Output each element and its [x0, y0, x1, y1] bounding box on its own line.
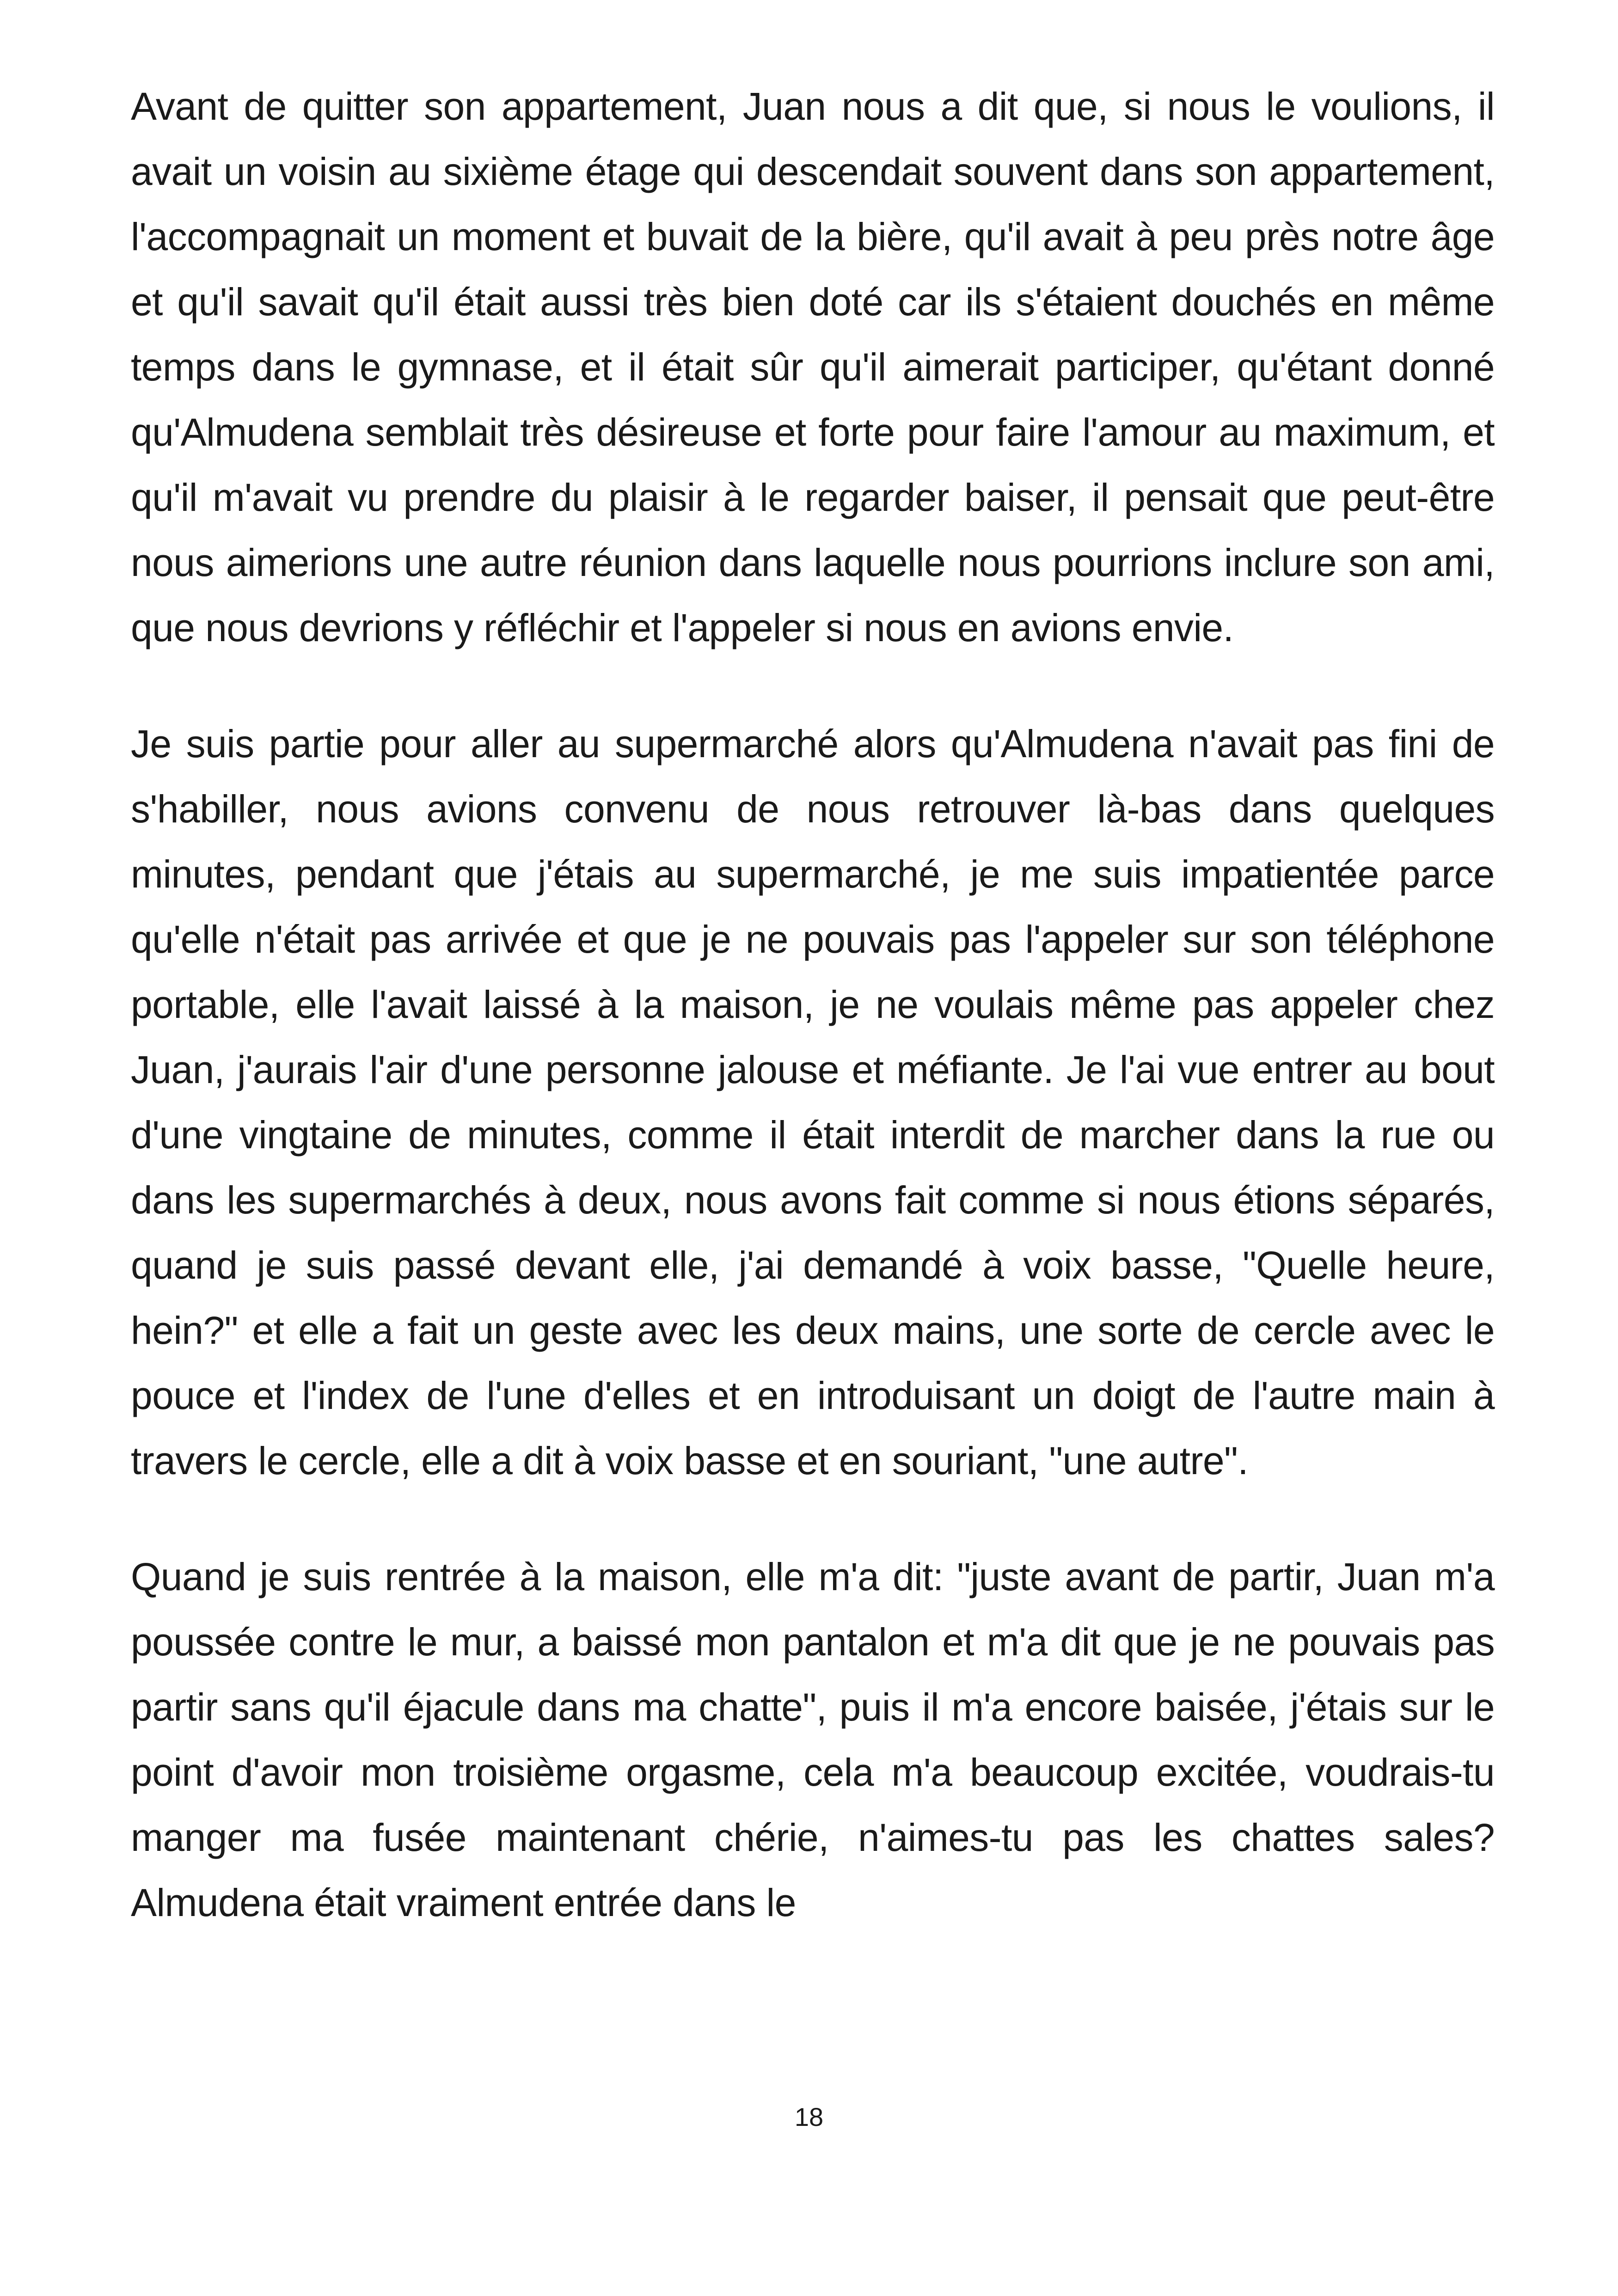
- paragraph-3: Quand je suis rentrée à la maison, elle m'a dit: "juste avant de partir, Juan m'a poussée contre le mur, a baissé mon pantalon et m'a dit que je ne pouvais pas partir sans qu'il éjacule dans ma chatte", puis il m'a encore baisée, j'étais sur le point d'avoir mon troisième orgasme, cela m'a beaucoup excitée, voudrais-tu manger ma fusée maintenant chérie, n'aimes-tu pas les chattes sales? Almudena était vraiment entrée dans le: [131, 1555, 1495, 1924]
- paragraph-1: Avant de quitter son appartement, Juan nous a dit que, si nous le voulions, il avait un voisin au sixième étage qui descendait souvent dans son appartement, l'accompagnait un moment et buvait de la bière, qu'il avait à peu près notre âge et qu'il savait qu'il était aussi très bien doté car ils s'étaient douchés en même temps dans le gymnase, et il était sûr qu'il aimerait participer, qu'étant donné qu'Almudena semblait très désireuse et forte pour faire l'amour au maximum, et qu'il m'avait vu prendre du plaisir à le regarder baiser, il pensait que peut-être nous aimerions une autre réunion dans laquelle nous pourrions inclure son ami, que nous devrions y réfléchir et l'appeler si nous en avions envie.: [131, 85, 1495, 649]
- paragraph-2: Je suis partie pour aller au supermarché alors qu'Almudena n'avait pas fini de s'habiller, nous avions convenu de nous retrouver là-bas dans quelques minutes, pendant que j'étais au supermarché, je me suis impatientée parce qu'elle n'était pas arrivée et que je ne pouvais pas l'appeler sur son téléphone portable, elle l'avait laissé à la maison, je ne voulais même pas appeler chez Juan, j'aurais l'air d'une personne jalouse et méfiante. Je l'ai vue entrer au bout d'une vingtaine de minutes, comme il était interdit de marcher dans la rue ou dans les supermarchés à deux, nous avons fait comme si nous étions séparés, quand je suis passé devant elle, j'ai demandé à voix basse, "Quelle heure, hein?" et elle a fait un geste avec les deux mains, une sorte de cercle avec le pouce et l'index de l'une d'elles et en introduisant un doigt de l'autre main à travers le cercle, elle a dit à voix basse et en souriant, "une autre".: [131, 722, 1495, 1482]
- page-number: 18: [794, 2102, 824, 2131]
- text-column: [131, 74, 1495, 1935]
